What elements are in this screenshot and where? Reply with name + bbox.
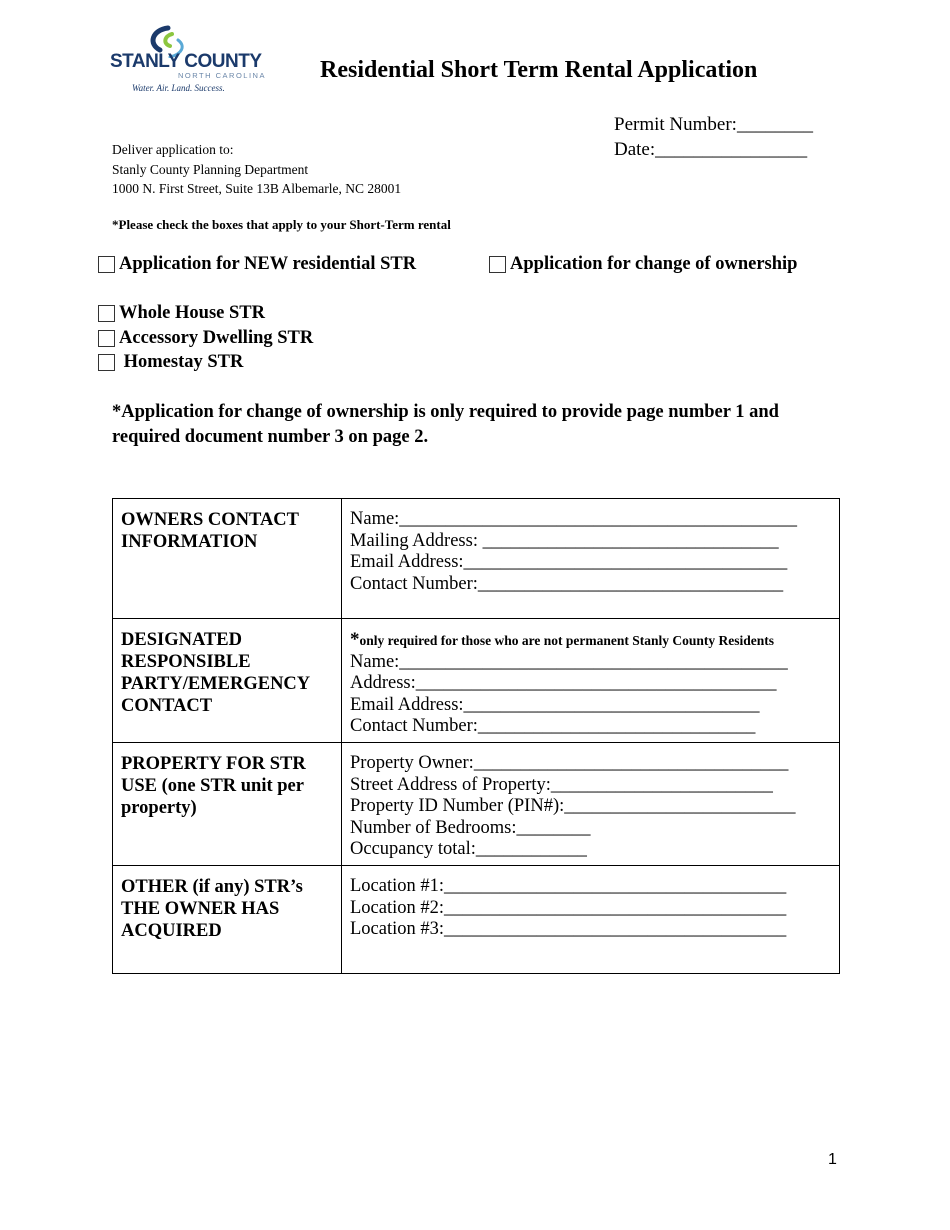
logo-wordmark: STANLY COUNTY [110, 51, 262, 72]
homestay-label: Homestay STR [119, 352, 244, 372]
property-bedrooms-field[interactable]: Number of Bedrooms:________ [350, 817, 591, 838]
deliver-heading: Deliver application to: [112, 142, 234, 157]
ownership-note: *Application for change of ownership is only required to provide page number 1 and required document number 3 on page 2. [112, 402, 779, 447]
other-location-3-field[interactable]: Location #3:_____________________________________ [350, 919, 787, 939]
change-ownership-checkbox[interactable] [489, 256, 506, 273]
page-number: 1 [828, 1151, 837, 1168]
new-str-label: Application for NEW residential STR [119, 254, 417, 274]
property-owner-field[interactable]: Property Owner:__________________________________ [350, 753, 789, 773]
designated-fields [342, 619, 840, 743]
owner-name-field[interactable]: Name:___________________________________________ [350, 509, 798, 529]
application-table [112, 498, 840, 974]
property-pin-field[interactable]: Property ID Number (PIN#):_________________________ [350, 796, 796, 816]
owners-fields [342, 499, 840, 619]
property-label: PROPERTY FOR STR USE (one STR unit per property) [113, 743, 342, 866]
property-row [113, 743, 840, 866]
owner-email-field[interactable]: Email Address:___________________________________ [350, 552, 788, 572]
other-row [113, 866, 840, 974]
property-occupancy-field[interactable]: Occupancy total:____________ [350, 839, 587, 859]
accessory-dwelling-label: Accessory Dwelling STR [119, 328, 314, 348]
change-ownership-label: Application for change of ownership [510, 254, 798, 274]
other-location-1-field[interactable]: Location #1:_____________________________________ [350, 876, 787, 896]
owner-contact-field[interactable]: Contact Number:_________________________________ [350, 573, 784, 594]
logo-state: NORTH CAROLINA [178, 71, 266, 80]
designated-note: *only required for those who are not permanent Stanly County Residents [350, 629, 775, 650]
checkbox-instructions: *Please check the boxes that apply to your Short-Term rental [112, 217, 451, 232]
designated-address-field[interactable]: Address:_______________________________________ [350, 673, 777, 693]
whole-house-label: Whole House STR [119, 303, 265, 323]
accessory-dwelling-option[interactable] [98, 328, 313, 349]
new-str-checkbox[interactable] [98, 256, 115, 273]
whole-house-option[interactable] [98, 303, 265, 324]
permit-block [614, 112, 813, 162]
owners-label: OWNERS CONTACT INFORMATION [113, 499, 342, 619]
other-location-2-field[interactable]: Location #2:_____________________________________ [350, 897, 787, 918]
change-ownership-option[interactable] [489, 254, 797, 275]
other-label: OTHER (if any) STR’s THE OWNER HAS ACQUIRED [113, 866, 342, 974]
designated-name-field[interactable]: Name:__________________________________________ [350, 651, 788, 672]
homestay-option[interactable] [98, 352, 243, 373]
owner-mailing-field[interactable]: Mailing Address: ________________________________ [350, 530, 779, 551]
property-street-field[interactable]: Street Address of Property:________________________ [350, 774, 773, 795]
designated-email-field[interactable]: Email Address:________________________________ [350, 694, 760, 715]
deliver-department: Stanly County Planning Department [112, 161, 309, 177]
deliver-block [112, 140, 401, 199]
designated-row [113, 619, 840, 743]
whole-house-checkbox[interactable] [98, 305, 115, 322]
county-logo [108, 24, 266, 96]
homestay-checkbox[interactable] [98, 354, 115, 371]
other-fields [342, 866, 840, 974]
date-field[interactable]: Date:________________ [614, 139, 808, 160]
deliver-address: 1000 N. First Street, Suite 13B Albemarle, NC 28001 [112, 181, 402, 196]
permit-number-field[interactable]: Permit Number:________ [614, 114, 813, 135]
page-title: Residential Short Term Rental Application [320, 57, 758, 83]
new-str-option[interactable] [98, 254, 416, 275]
property-fields [342, 743, 840, 866]
owners-row [113, 499, 840, 619]
logo-tagline: Water. Air. Land. Success. [132, 83, 225, 93]
accessory-dwelling-checkbox[interactable] [98, 330, 115, 347]
designated-label: DESIGNATED RESPONSIBLE PARTY/EMERGENCY CONTACT [113, 619, 342, 743]
designated-contact-field[interactable]: Contact Number:______________________________ [350, 716, 756, 736]
